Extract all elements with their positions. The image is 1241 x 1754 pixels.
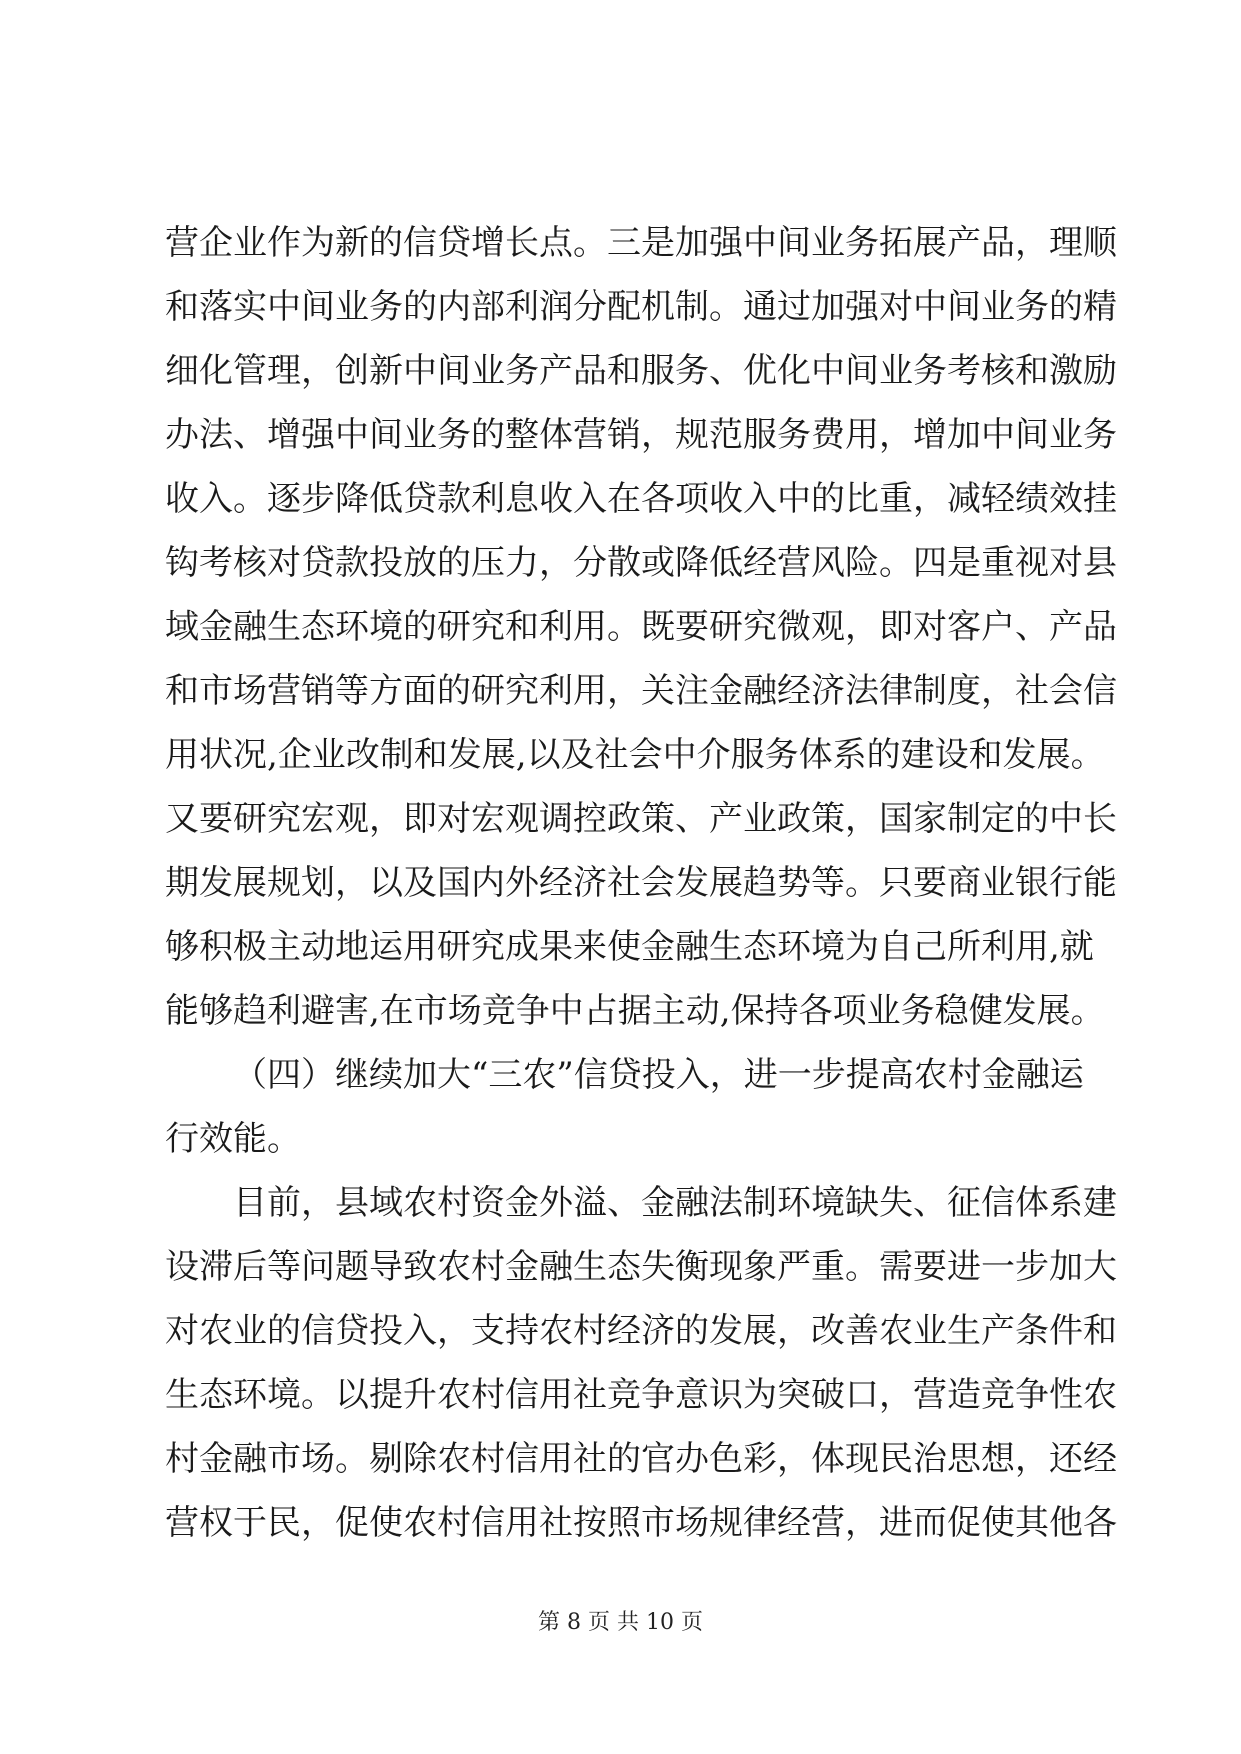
body-text-line: 村金融市场。剔除农村信用社的官办色彩，体现民治思想，还经 — [165, 1439, 1117, 1479]
body-text-line: 能够趋利避害,在市场竞争中占据主动,保持各项业务稳健发展。 — [165, 991, 1105, 1031]
body-text-line: 期发展规划，以及国内外经济社会发展趋势等。只要商业银行能 — [165, 863, 1117, 903]
body-text-line: 钩考核对贷款投放的压力，分散或降低经营风险。四是重视对县 — [165, 543, 1117, 583]
page-number-footer: 第 8 页 共 10 页 — [538, 1610, 703, 1635]
body-text-line: 和市场营销等方面的研究利用，关注金融经济法律制度，社会信 — [165, 671, 1117, 711]
body-text-line: 办法、增强中间业务的整体营销，规范服务费用，增加中间业务 — [165, 415, 1117, 455]
body-text-line: 收入。逐步降低贷款利息收入在各项收入中的比重，减轻绩效挂 — [165, 479, 1117, 519]
section-heading-line: （四）继续加大“三农”信贷投入，进一步提高农村金融运 — [233, 1055, 1084, 1095]
body-text-line: 用状况,企业改制和发展,以及社会中介服务体系的建设和发展。 — [165, 735, 1105, 775]
body-text-line: 营企业作为新的信贷增长点。三是加强中间业务拓展产品，理顺 — [165, 223, 1117, 263]
body-text-line: 对农业的信贷投入，支持农村经济的发展，改善农业生产条件和 — [165, 1311, 1117, 1351]
body-text-line: 目前，县域农村资金外溢、金融法制环境缺失、征信体系建 — [233, 1183, 1117, 1223]
section-heading-line: 行效能。 — [165, 1119, 301, 1159]
body-text-line: 设滞后等问题导致农村金融生态失衡现象严重。需要进一步加大 — [165, 1247, 1117, 1287]
body-text-line: 细化管理，创新中间业务产品和服务、优化中间业务考核和激励 — [165, 351, 1117, 391]
body-text-line: 营权于民，促使农村信用社按照市场规律经营，进而促使其他各 — [165, 1503, 1117, 1543]
body-text-line: 够积极主动地运用研究成果来使金融生态环境为自己所利用,就 — [165, 927, 1094, 967]
body-text-line: 域金融生态环境的研究和利用。既要研究微观，即对客户、产品 — [165, 607, 1117, 647]
body-text-line: 生态环境。以提升农村信用社竞争意识为突破口，营造竞争性农 — [165, 1375, 1117, 1415]
body-text-line: 又要研究宏观，即对宏观调控政策、产业政策，国家制定的中长 — [165, 799, 1117, 839]
body-text-line: 和落实中间业务的内部利润分配机制。通过加强对中间业务的精 — [165, 287, 1117, 327]
